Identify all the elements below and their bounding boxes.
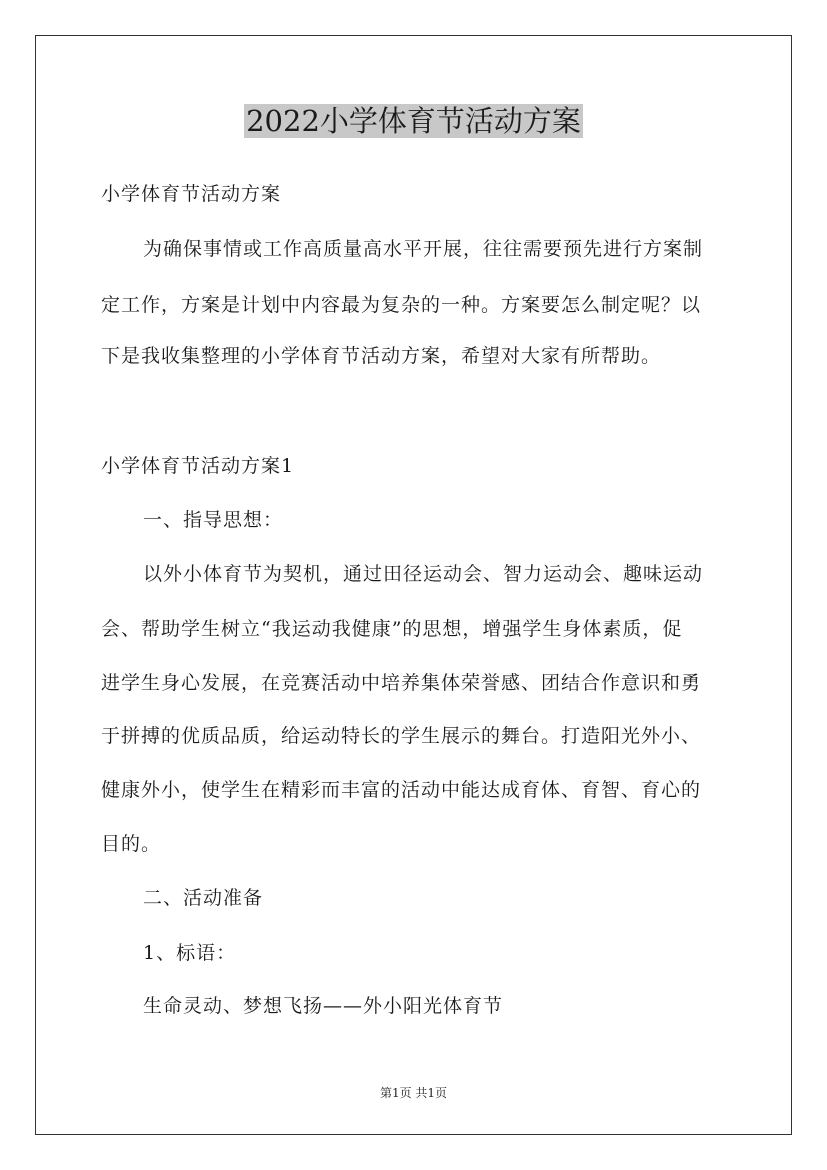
paragraph-line: 目的。: [101, 833, 162, 855]
heading-preparation: 二、活动准备: [143, 887, 264, 909]
intro-line: 为确保事情或工作高质量高水平开展，往往需要预先进行方案制: [143, 238, 704, 260]
paragraph-line: 以外小体育节为契机，通过田径运动会、智力运动会、趣味运动: [143, 563, 704, 585]
intro-line: 下是我收集整理的小学体育节活动方案，希望对大家有所帮助。: [101, 345, 662, 367]
document-subtitle: 小学体育节活动方案: [101, 183, 282, 205]
paragraph-line: 进学生身心发展，在竞赛活动中培养集体荣誉感、团结合作意识和勇: [101, 672, 702, 694]
paragraph-line: 健康外小，使学生在精彩而丰富的活动中能达成育体、育智、育心的: [101, 779, 702, 801]
slogan-text: 生命灵动、梦想飞扬——外小阳光体育节: [143, 995, 504, 1017]
heading-guiding-thought: 一、指导思想：: [143, 509, 284, 531]
item-slogan-label: 1、标语：: [143, 942, 237, 964]
paragraph-line: 于拼搏的优质品质，给运动特长的学生展示的舞台。打造阳光外小、: [101, 725, 702, 747]
page-number: 第1页 共1页: [379, 1086, 448, 1100]
intro-line: 定工作，方案是计划中内容最为复杂的一种。方案要怎么制定呢？以: [101, 294, 702, 316]
paragraph-line: 会、帮助学生树立“我运动我健康”的思想，增强学生身体素质，促: [101, 618, 683, 640]
document-title: 2022小学体育节活动方案: [246, 104, 581, 138]
section-title: 小学体育节活动方案1: [101, 455, 295, 477]
